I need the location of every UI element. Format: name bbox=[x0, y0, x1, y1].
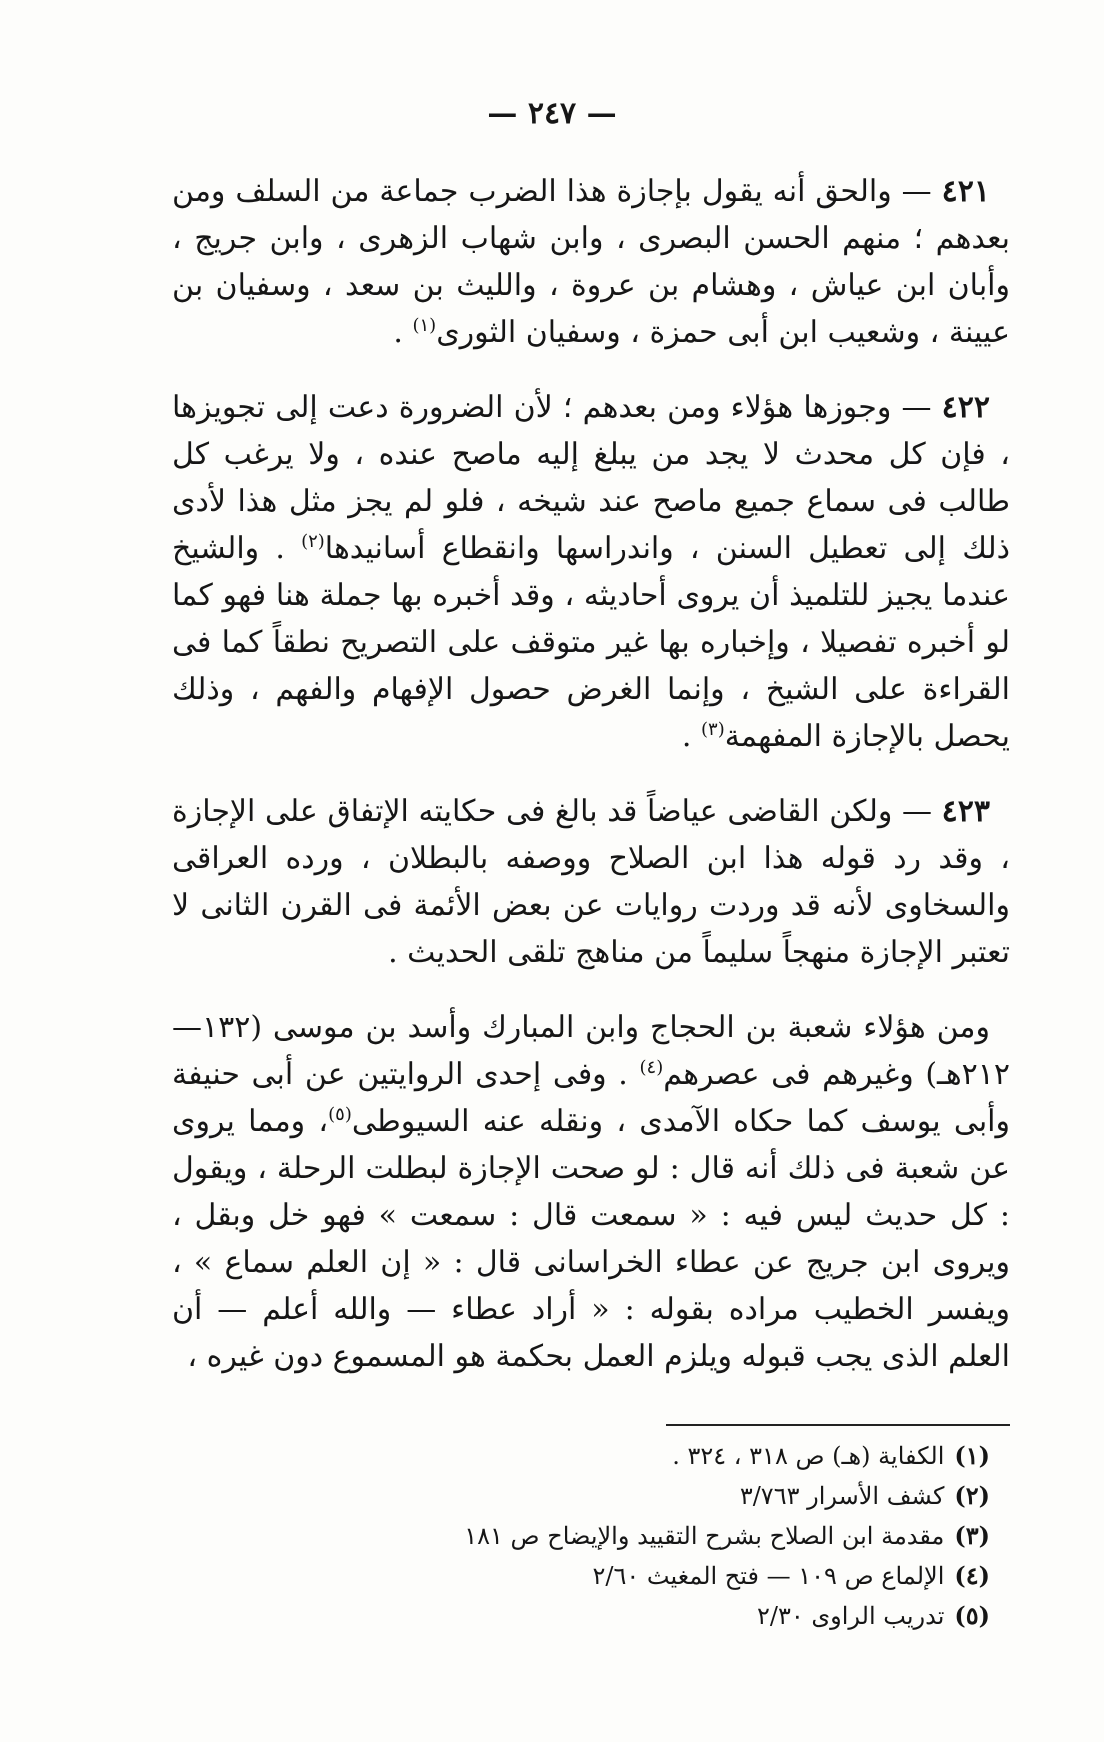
footnote-text: كشف الأسرار ٣/٧٦٣ bbox=[739, 1482, 945, 1510]
footnote-divider bbox=[666, 1424, 1010, 1426]
footnote-text: الإلماع ص ١٠٩ — فتح المغيث ٢/٦٠ bbox=[592, 1562, 945, 1590]
footnote-1 bbox=[300, 1436, 990, 1476]
paragraph-423 bbox=[172, 788, 1010, 976]
paragraph-tail: . وفى إحدى الروايتين عن أبى حنيفة وأبى يوسف كما حكاه الآمدى ، ونقله عنه السيوطى bbox=[172, 1057, 1010, 1139]
footnotes bbox=[300, 1436, 990, 1636]
paragraph-tail: . bbox=[681, 719, 701, 754]
footnote-text: مقدمة ابن الصلاح بشرح التقييد والإيضاح ص ١٨١ bbox=[464, 1522, 945, 1550]
paragraph-text: — ولكن القاضى عياضاً قد بالغ فى حكايته الإتفاق على الإجازة ، وقد رد قوله هذا ابن الصلاح ووصفه بالبطلان ، ورده العراقى والسخاوى لأنه قد وردت روايات عن بعض الأئمة فى القرن الثانى لا تعتبر الإجازة منهجاً سليماً من مناهج تلقى الحديث . bbox=[172, 794, 1010, 970]
footnote-ref: (٢) bbox=[301, 531, 325, 552]
paragraph-text: ومن هؤلاء شعبة بن الحجاج وابن المبارك وأسد بن موسى (١٣٢—٢١٢هـ) وغيرهم فى عصرهم bbox=[172, 1010, 1011, 1092]
footnote-ref: (٤) bbox=[639, 1057, 664, 1078]
paragraph-text: — والحق أنه يقول بإجازة هذا الضرب جماعة من السلف ومن بعدهم ؛ منهم الحسن البصرى ، وابن شهاب الزهرى ، وابن جريج ، وأبان ابن عياش ، وهشام بن عروة ، والليث بن سعد ، وسفيان بن عيينة ، وشعيب ابن أبى حمزة ، وسفيان الثورى bbox=[172, 174, 1010, 350]
footnote-mark: (٤) bbox=[954, 1561, 990, 1590]
footnote-text: تدريب الراوى ٢/٣٠ bbox=[756, 1602, 945, 1630]
paragraph-number: ٤٢٣ bbox=[941, 794, 990, 829]
footnote-3 bbox=[300, 1516, 990, 1556]
footnote-mark: (٢) bbox=[954, 1481, 990, 1510]
paragraph-421 bbox=[172, 168, 1010, 356]
paragraph-continuation bbox=[172, 1004, 1010, 1380]
paragraph-tail: . bbox=[393, 315, 413, 350]
footnote-4 bbox=[300, 1556, 990, 1596]
footnote-mark: (٣) bbox=[954, 1521, 990, 1550]
footnote-mark: (٥) bbox=[954, 1601, 990, 1630]
body-text bbox=[172, 168, 1010, 1380]
paragraph-tail: . والشيخ عندما يجيز للتلميذ أن يروى أحاديثه ، وقد أخبره بها جملة هنا فهو كما لو أخبره تفصيلا ، وإخباره بها غير متوقف على التصريح نطقاً كما فى القراءة على الشيخ ، وإنما الغرض حصول الإفهام والفهم ، وذلك يحصل بالإجازة المفهمة bbox=[172, 531, 1010, 754]
footnote-2 bbox=[300, 1476, 990, 1516]
paragraph-422 bbox=[172, 384, 1010, 760]
footnote-ref: (٥) bbox=[328, 1104, 352, 1125]
footnote-5 bbox=[300, 1596, 990, 1636]
paragraph-tail: ، ومما يروى عن شعبة فى ذلك أنه قال : لو صحت الإجازة لبطلت الرحلة ، ويقول : كل حديث ليس فيه : « سمعت قال : سمعت » فهو خل وبقل ، ويروى ابن جريج عن عطاء الخراسانى قال : « إن العلم سماع » ، ويفسر الخطيب مراده بقوله : « أراد عطاء — والله أعلم — أن العلم الذى يجب قبوله ويلزم العمل بحكمة هو المسموع دون غيره ، bbox=[172, 1104, 1010, 1374]
footnote-text: الكفاية (هـ) ص ٣١٨ ، ٣٢٤ . bbox=[672, 1442, 945, 1470]
paragraph-text: — وجوزها هؤلاء ومن بعدهم ؛ لأن الضرورة دعت إلى تجويزها ، فإن كل محدث لا يجد من يبلغ إليه ماصح عنده ، ولا يرغب كل طالب فى سماع جميع ماصح عند شيخه ، فلو لم يجز مثل هذا لأدى ذلك إلى تعطيل السنن ، واندراسها وانقطاع أسانيدها bbox=[172, 390, 1010, 566]
footnote-ref: (١) bbox=[412, 315, 437, 336]
page-number: — ٢٤٧ — bbox=[487, 96, 617, 131]
paragraph-number: ٤٢١ bbox=[941, 174, 990, 209]
footnote-mark: (١) bbox=[954, 1441, 990, 1470]
footnote-ref: (٣) bbox=[701, 719, 725, 740]
paragraph-number: ٤٢٢ bbox=[941, 390, 990, 425]
